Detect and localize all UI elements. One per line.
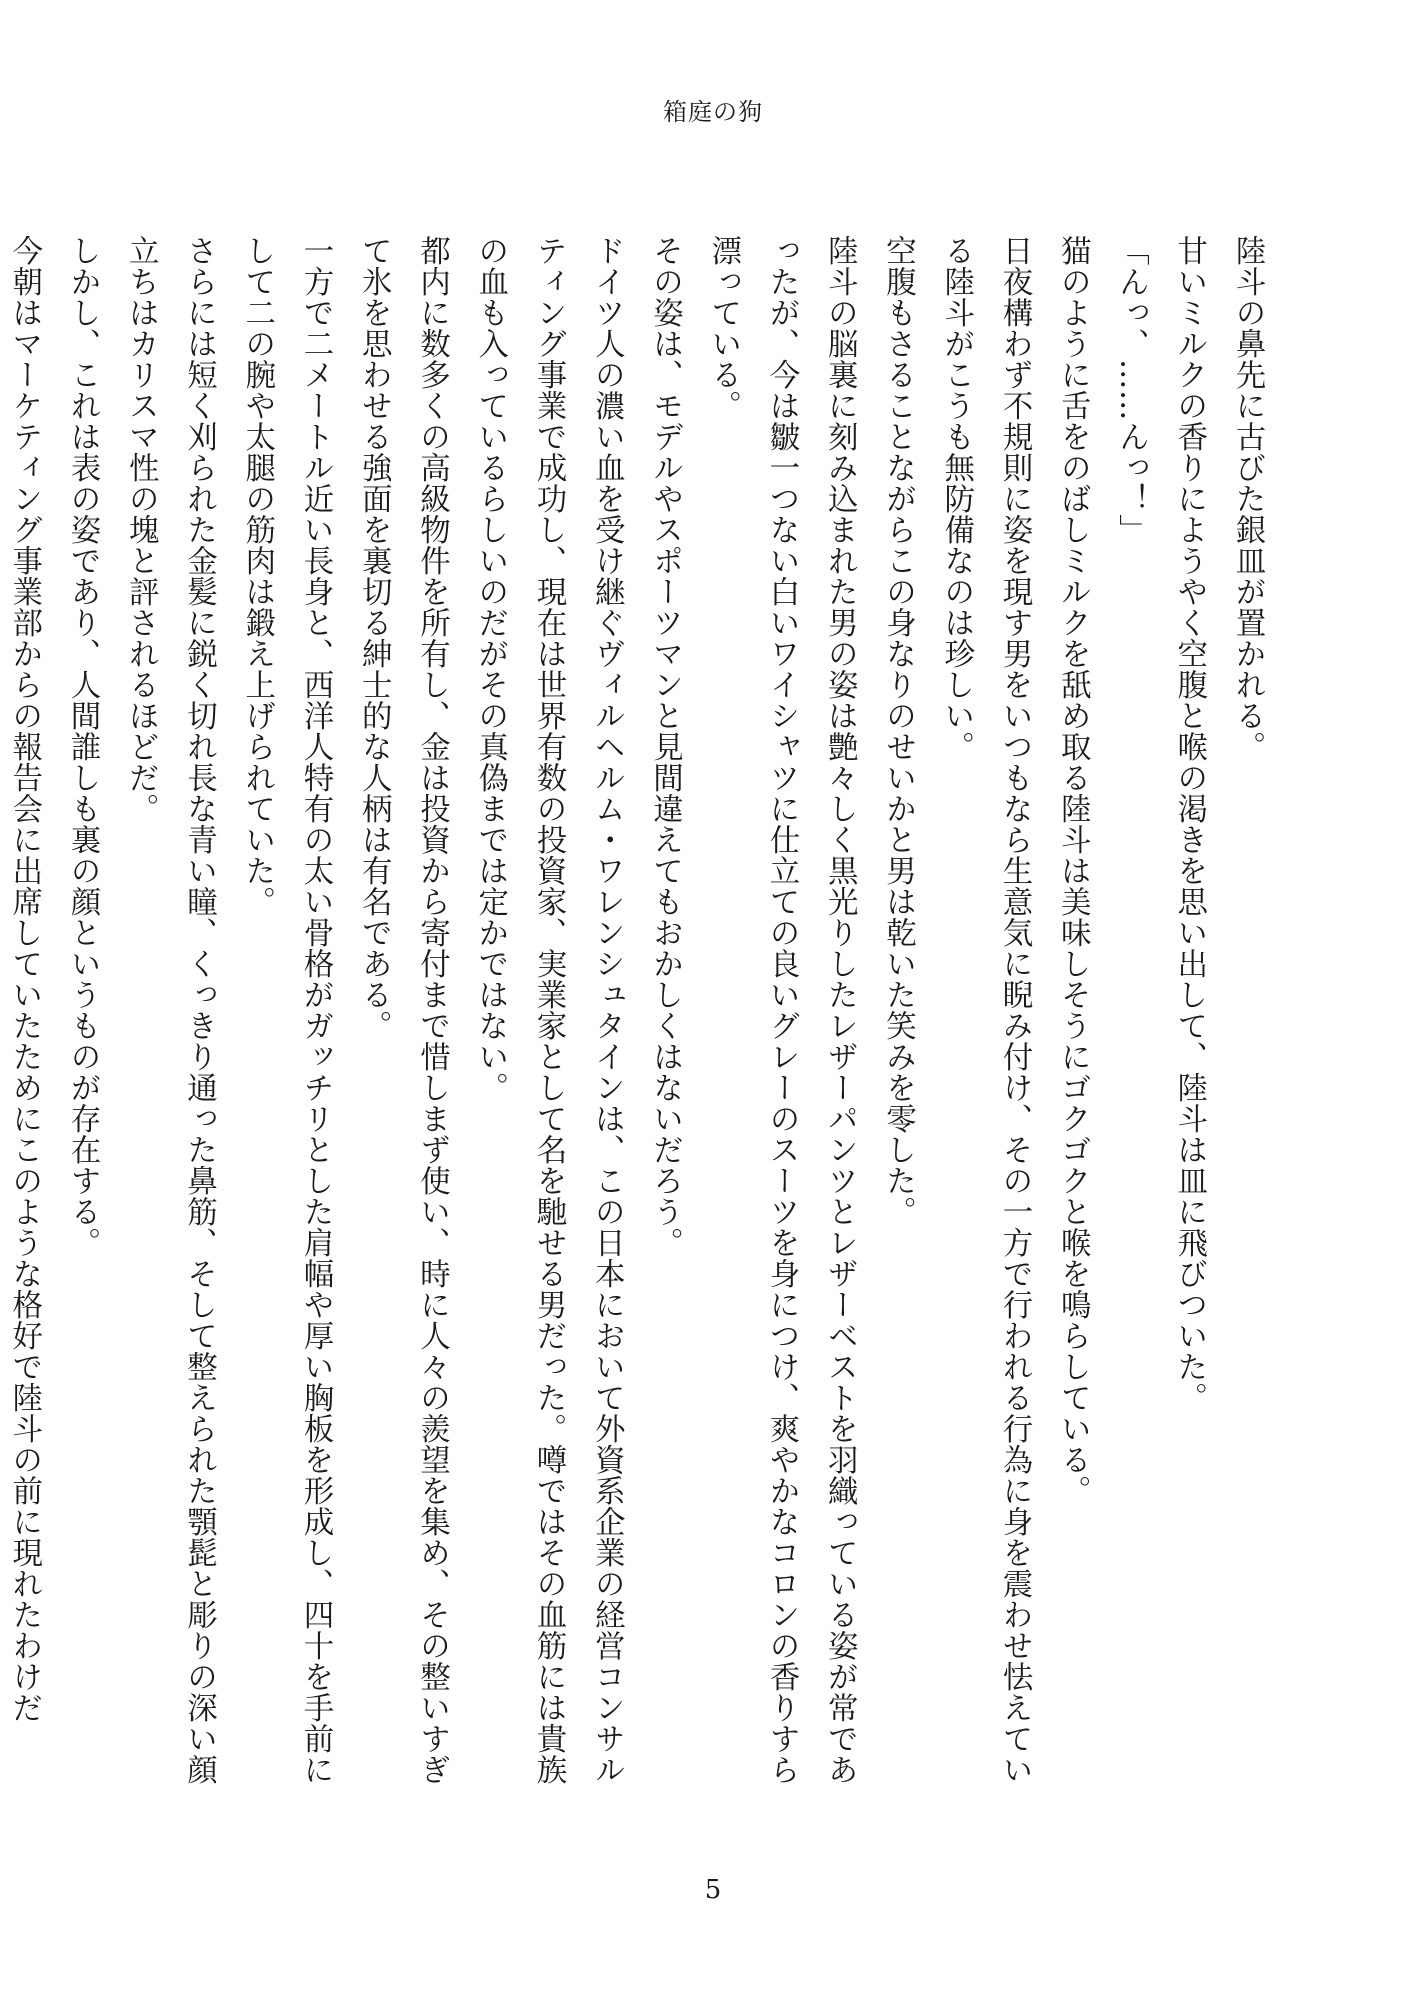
- paragraph: 甘いミルクの香りにようやく空腹と喉の渇きを思い出して、陸斗は皿に飛びついた。: [1171, 235, 1207, 1413]
- paragraph: ドイツ人の濃い血を受け継ぐヴィルヘルム・ワレンシュタインは、この日本において外資系企業の経営コンサルティング事業で成功し、現在は世界有数の投資家、実業家として名を馳せる男だった。噂ではその血筋には貴族の血も入っているらしいのだがその真偽までは定かではない。: [472, 235, 625, 1785]
- paragraph: 陸斗の鼻先に古びた銀皿が置かれる。: [1230, 235, 1265, 762]
- paragraph: 「んっ、……んっ！」: [1113, 235, 1149, 545]
- page-number: 5: [704, 1875, 722, 1905]
- running-head-title: 箱庭の狗: [663, 98, 763, 126]
- paragraph: 空腹もさることながらこの身なりのせいかと男は乾いた笑みを零した。: [880, 235, 916, 1227]
- paragraph: 陸斗の脳裏に刻み込まれた男の姿は艶々しく黒光りしたレザーパンツとレザーベストを羽織っている姿が常であったが、今は皺一つない白いワイシャツに仕立ての良いグレーのスーツを身につけ、爽やかなコロンの香りすら漂っている。: [705, 235, 858, 1785]
- paragraph: 都内に数多くの高級物件を所有し、金は投資から寄付まで惜しまず使い、時に人々の羨望を集め、その整いすぎて氷を思わせる強面を裏切る紳士的な人柄は有名である。: [356, 235, 450, 1785]
- paragraph: 日夜構わず不規則に姿を現す男をいつもなら生意気に睨み付け、その一方で行われる行為に身を震わせ怯えている陸斗がこうも無防備なのは珍しい。: [938, 235, 1032, 1785]
- paragraph: その姿は、モデルやスポーツマンと見間違えてもおかしくはないだろう。: [647, 235, 683, 1258]
- paragraph: 今朝はマーケティング事業部からの報告会に出席していたためにこのような格好で陸斗の前に現れたわけだ: [6, 235, 42, 1723]
- paragraph: さらには短く刈られた金髪に鋭く切れ長な青い瞳、くっきり通った鼻筋、そして整えられた顎髭と彫りの深い顔立ちはカリスマ性の塊と評されるほどだ。: [123, 235, 217, 1785]
- paragraph: しかし、これは表の姿であり、人間誰しも裏の顔というものが存在する。: [65, 235, 100, 1258]
- paragraph: 猫のように舌をのばしミルクを舐め取る陸斗は美味しそうにゴクゴクと喉を鳴らしている。: [1055, 235, 1091, 1506]
- paragraph: 一方で二メートル近い長身と、西洋人特有の太い骨格がガッチリとした肩幅や厚い胸板を形成し、四十を手前にして二の腕や太腿の筋肉は鍛え上げられていた。: [239, 235, 333, 1785]
- body-text: [6, 235, 1276, 1805]
